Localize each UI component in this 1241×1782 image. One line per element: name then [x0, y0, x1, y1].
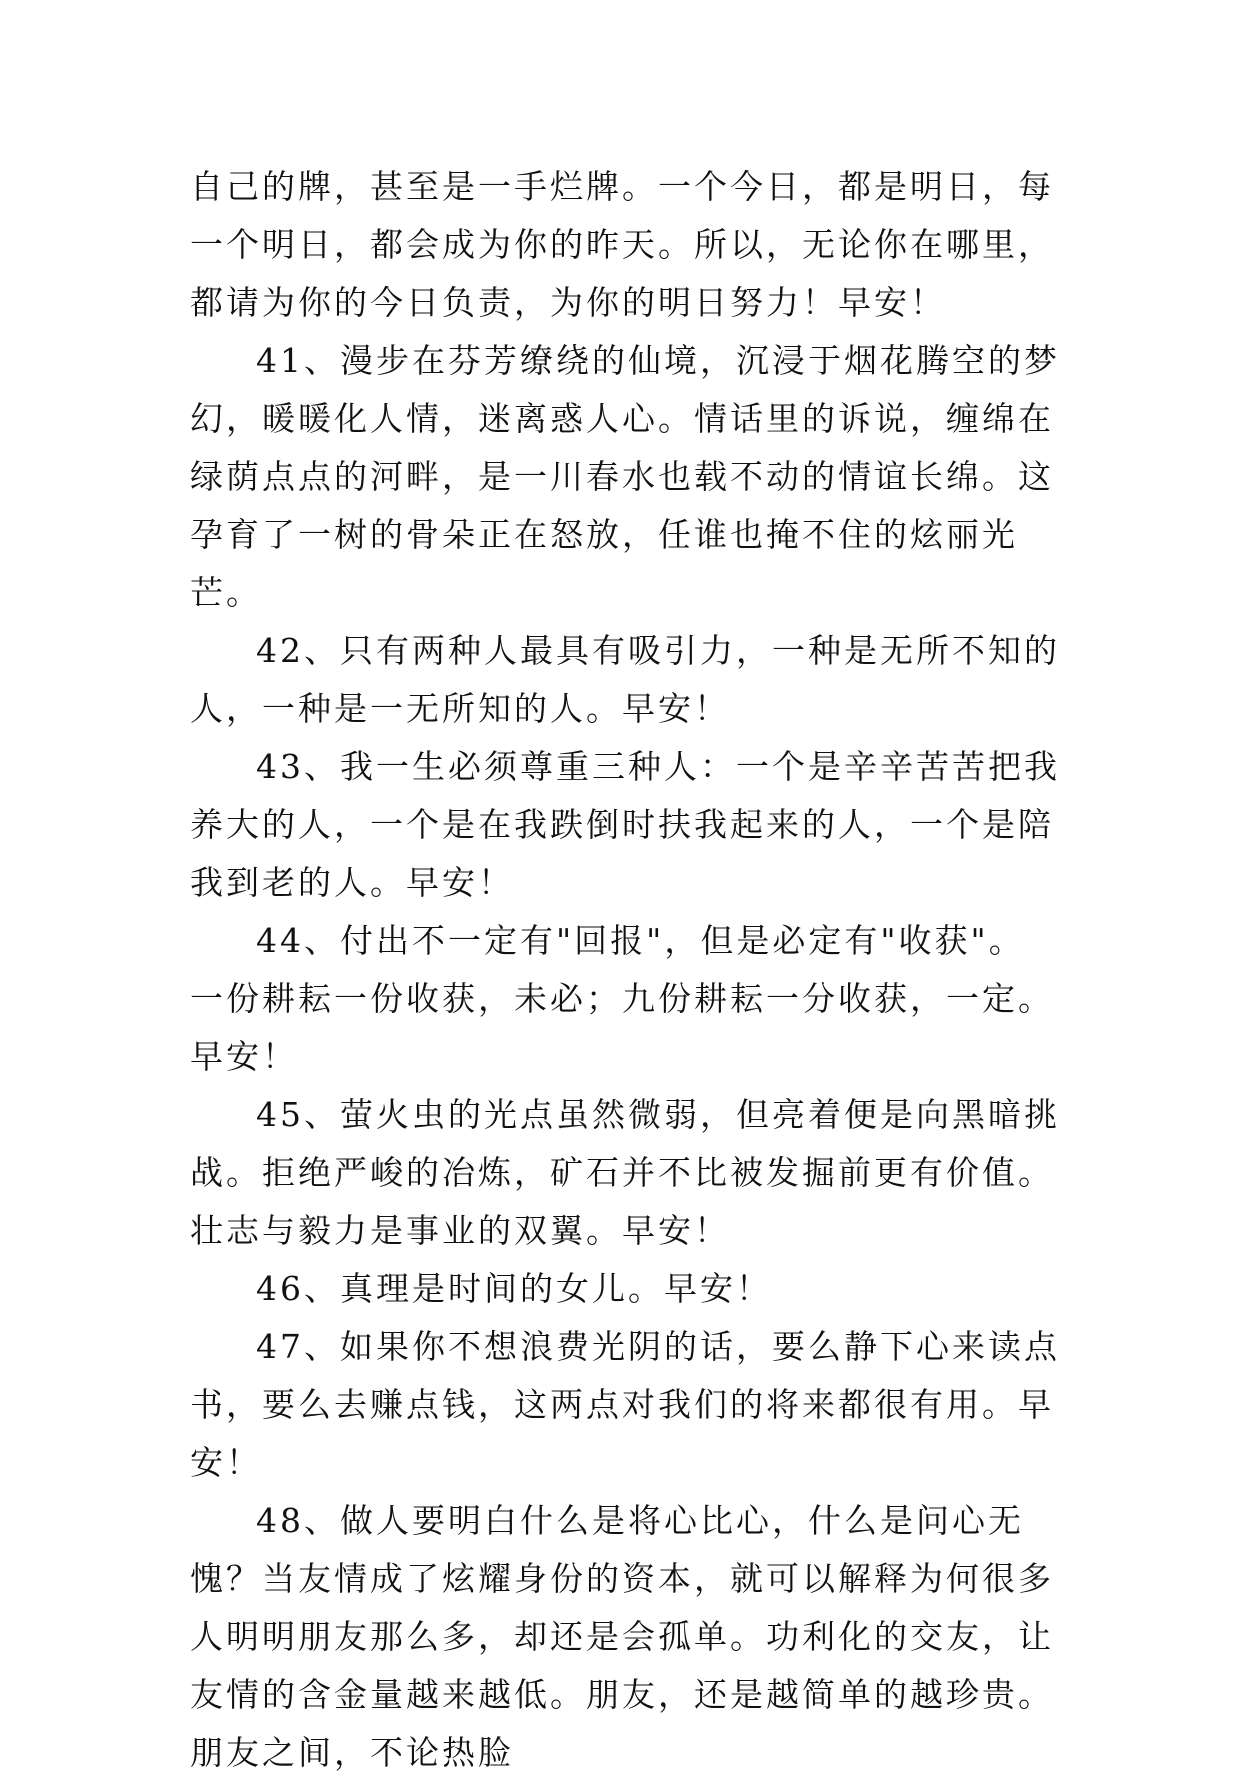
paragraph-47: 47、如果你不想浪费光阴的话，要么静下心来读点书，要么去赚点钱，这两点对我们的将来都很有用。早安！ — [190, 1327, 1060, 1482]
paragraph-42: 42、只有两种人最具有吸引力，一种是无所不知的人，一种是一无所知的人。早安！ — [190, 631, 1060, 728]
paragraph-continuation: 自己的牌，甚至是一手烂牌。一个今日，都是明日，每一个明日，都会成为你的昨天。所以，无论你在哪里，都请为你的今日负责，为你的明日努力！早安！ — [190, 167, 1054, 322]
paragraph-45: 45、萤火虫的光点虽然微弱，但亮着便是向黑暗挑战。拒绝严峻的冶炼，矿石并不比被发掘前更有价值。壮志与毅力是事业的双翼。早安！ — [190, 1095, 1060, 1250]
paragraph-43: 43、我一生必须尊重三种人：一个是辛辛苦苦把我养大的人，一个是在我跌倒时扶我起来的人，一个是陪我到老的人。早安！ — [190, 747, 1060, 902]
paragraph-48: 48、做人要明白什么是将心比心，什么是问心无愧？当友情成了炫耀身份的资本，就可以解释为何很多人明明朋友那么多，却还是会孤单。功利化的交友，让友情的含金量越来越低。朋友，还是越简单的越珍贵。朋友之间，不论热脸 — [190, 1501, 1054, 1772]
paragraph-41: 41、漫步在芬芳缭绕的仙境，沉浸于烟花腾空的梦幻，暖暖化人情，迷离惑人心。情话里的诉说，缠绵在绿荫点点的河畔，是一川春水也载不动的情谊长绵。这孕育了一树的骨朵正在怒放，任谁也掩不住的炫丽光芒。 — [190, 341, 1060, 612]
document-body — [190, 158, 1060, 1782]
paragraph-44: 44、付出不一定有"回报"，但是必定有"收获"。一份耕耘一份收获，未必；九份耕耘一分收获，一定。早安！ — [190, 921, 1054, 1076]
paragraph-46: 46、真理是时间的女儿。早安！ — [256, 1269, 772, 1308]
